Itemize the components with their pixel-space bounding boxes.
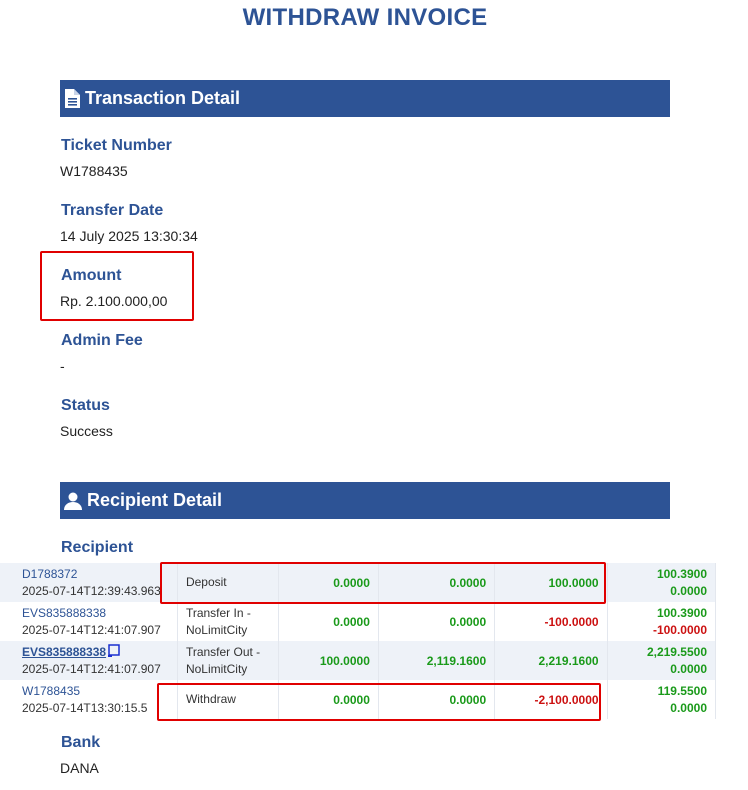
transaction-type-line1: Transfer Out - <box>185 644 261 659</box>
bank-label: Bank <box>61 734 101 751</box>
transaction-id-cell <box>0 563 177 602</box>
amount-cell-b: 0.0000 <box>378 563 494 602</box>
transaction-time: 2025-07-14T12:39:43.963 <box>22 583 161 598</box>
transaction-type <box>177 602 278 641</box>
amount-value: Rp. 2.100.000,00 <box>60 293 168 309</box>
transaction-detail-header <box>60 80 670 117</box>
amount-label: Amount <box>61 267 122 284</box>
transaction-id: EVS835888338 <box>22 605 107 620</box>
transaction-id: D1788372 <box>22 566 78 581</box>
amount-cell-b: 0.0000 <box>378 602 494 641</box>
transaction-type-line1: Deposit <box>185 575 227 589</box>
transaction-time: 2025-07-14T13:30:15.5 <box>22 700 148 715</box>
transaction-id-wrap <box>22 644 169 661</box>
balance-value-2: -100.0000 <box>652 622 707 637</box>
amount-cell-a: 0.0000 <box>278 680 378 719</box>
amount-cell-b: 0.0000 <box>378 680 494 719</box>
amount-cell-c: 100.0000 <box>495 563 607 602</box>
transaction-type-line2: NoLimitCity <box>185 622 248 637</box>
page-title: WITHDRAW INVOICE <box>242 4 488 31</box>
table-row <box>0 602 716 641</box>
document-icon <box>64 89 80 108</box>
transfer-date-label: Transfer Date <box>61 202 164 219</box>
transaction-id-cell <box>0 641 177 680</box>
user-icon <box>64 492 82 510</box>
copy-icon[interactable] <box>108 644 121 657</box>
balance-value-2: 0.0000 <box>670 583 707 598</box>
admin-fee-label: Admin Fee <box>61 332 143 349</box>
transaction-detail-title: Transaction Detail <box>85 88 241 108</box>
amount-cell-c: -2,100.0000 <box>495 680 607 719</box>
transaction-type-line1: Withdraw <box>185 692 236 706</box>
transaction-id-cell <box>0 602 177 641</box>
balance-value-1: 2,219.5500 <box>646 644 707 659</box>
transaction-type-line2: NoLimitCity <box>185 661 248 676</box>
transaction-time: 2025-07-14T12:41:07.907 <box>22 622 161 637</box>
transaction-id-link[interactable]: EVS835888338 <box>22 644 107 659</box>
ticket-number-label: Ticket Number <box>61 137 172 154</box>
status-label: Status <box>61 397 110 414</box>
transaction-id: W1788435 <box>22 683 81 698</box>
amount-cell-c: 2,219.1600 <box>495 641 607 680</box>
transaction-id-cell <box>0 680 177 719</box>
ticket-number-value: W1788435 <box>60 163 128 179</box>
amount-highlight-box <box>40 251 194 321</box>
amount-cell-b: 2,119.1600 <box>378 641 494 680</box>
status-value: Success <box>60 423 113 439</box>
transaction-type <box>177 641 278 680</box>
bank-value: DANA <box>60 760 99 776</box>
balance-value-2: 0.0000 <box>670 661 707 676</box>
amount-cell-c: -100.0000 <box>495 602 607 641</box>
balance-cell <box>607 680 715 719</box>
balance-cell <box>607 602 715 641</box>
balance-value-1: 119.5500 <box>657 683 707 698</box>
recipient-label: Recipient <box>61 539 134 556</box>
deposit-row-highlight-box <box>160 562 606 604</box>
transaction-time: 2025-07-14T12:41:07.907 <box>22 661 161 676</box>
balance-cell <box>607 641 715 680</box>
recipient-detail-title: Recipient Detail <box>87 490 223 510</box>
amount-cell-a: 0.0000 <box>278 602 378 641</box>
balance-value-1: 100.3900 <box>656 566 707 581</box>
amount-cell-a: 100.0000 <box>278 641 378 680</box>
balance-cell <box>607 563 715 602</box>
withdraw-row-highlight-box <box>157 683 601 721</box>
recipient-detail-header <box>60 482 670 519</box>
amount-cell-a: 0.0000 <box>278 563 378 602</box>
balance-value-2: 0.0000 <box>670 700 707 715</box>
table-row <box>0 641 716 680</box>
transfer-date-value: 14 July 2025 13:30:34 <box>60 228 198 244</box>
transaction-type-line1: Transfer In - <box>185 605 251 620</box>
balance-value-1: 100.3900 <box>656 605 707 620</box>
admin-fee-value: - <box>60 358 65 374</box>
